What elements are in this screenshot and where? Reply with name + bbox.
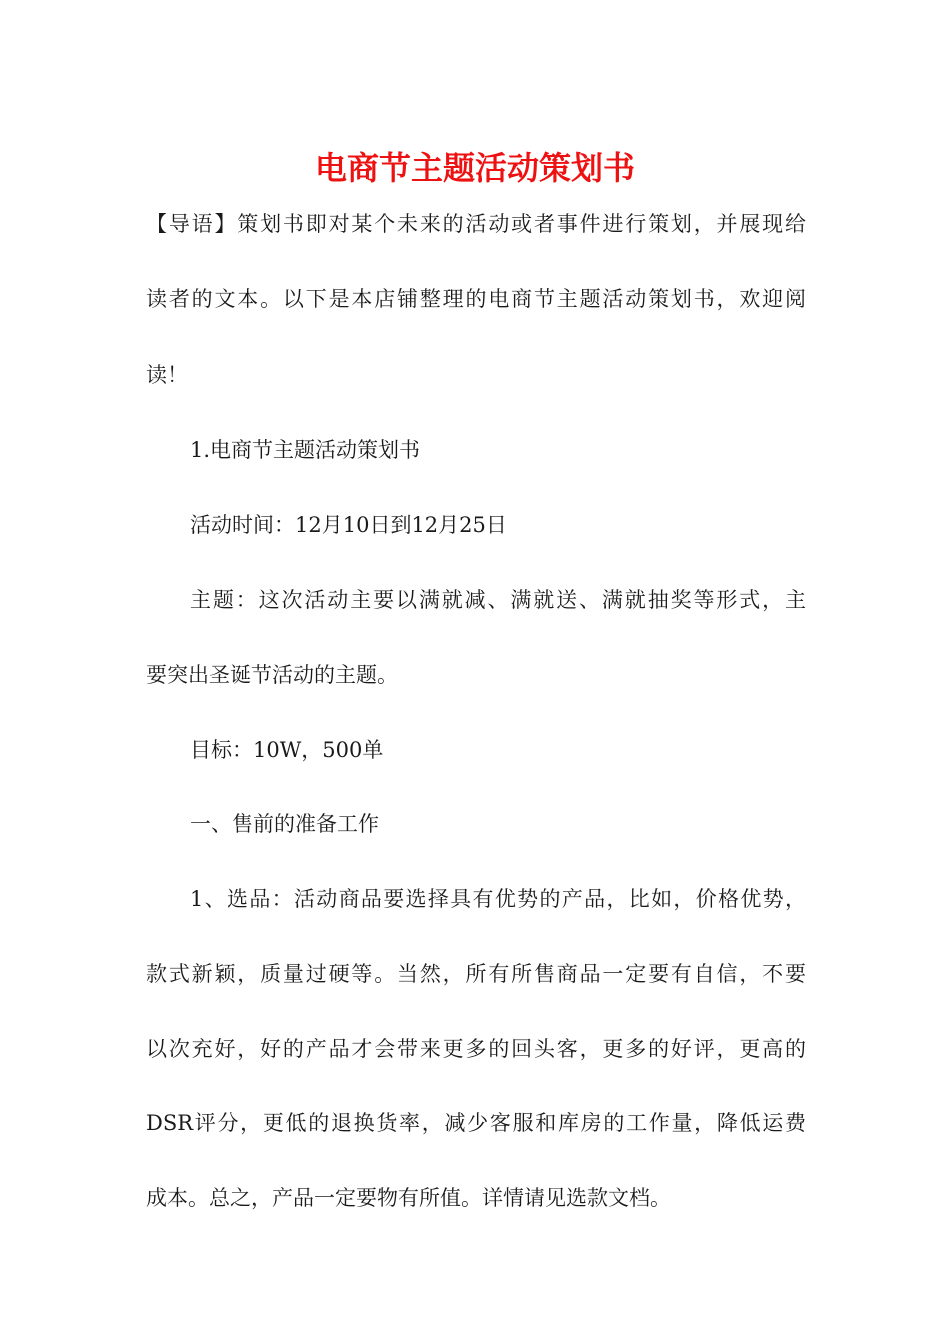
theme-line-2: 要突出圣诞节活动的主题。 bbox=[146, 663, 398, 687]
theme-line-1: 主题：这次活动主要以满就减、满就送、满就抽奖等形式，主 bbox=[190, 588, 806, 612]
selection-line-4: DSR评分，更低的退换货率，减少客服和库房的工作量，降低运费 bbox=[146, 1111, 806, 1135]
selection-line-3: 以次充好，好的产品才会带来更多的回头客，更多的好评，更高的 bbox=[146, 1037, 806, 1061]
target-line: 目标：10W，500单 bbox=[190, 738, 384, 762]
selection-line-5: 成本。总之，产品一定要物有所值。详情请见选款文档。 bbox=[146, 1186, 671, 1210]
section-heading-1: 1.电商节主题活动策划书 bbox=[190, 438, 421, 462]
document-title: 电商节主题活动策划书 bbox=[314, 149, 635, 187]
intro-line-1: 【导语】策划书即对某个未来的活动或者事件进行策划，并展现给 bbox=[146, 212, 806, 236]
selection-line-1: 1、选品：活动商品要选择具有优势的产品，比如，价格优势， bbox=[190, 887, 806, 911]
selection-line-2: 款式新颖，质量过硬等。当然，所有所售商品一定要有自信，不要 bbox=[146, 962, 806, 986]
intro-line-3: 读！ bbox=[146, 363, 188, 387]
activity-time: 活动时间：12月10日到12月25日 bbox=[190, 513, 507, 537]
intro-line-2: 读者的文本。以下是本店铺整理的电商节主题活动策划书，欢迎阅 bbox=[146, 287, 806, 311]
section-heading-preparation: 一、售前的准备工作 bbox=[190, 812, 379, 836]
